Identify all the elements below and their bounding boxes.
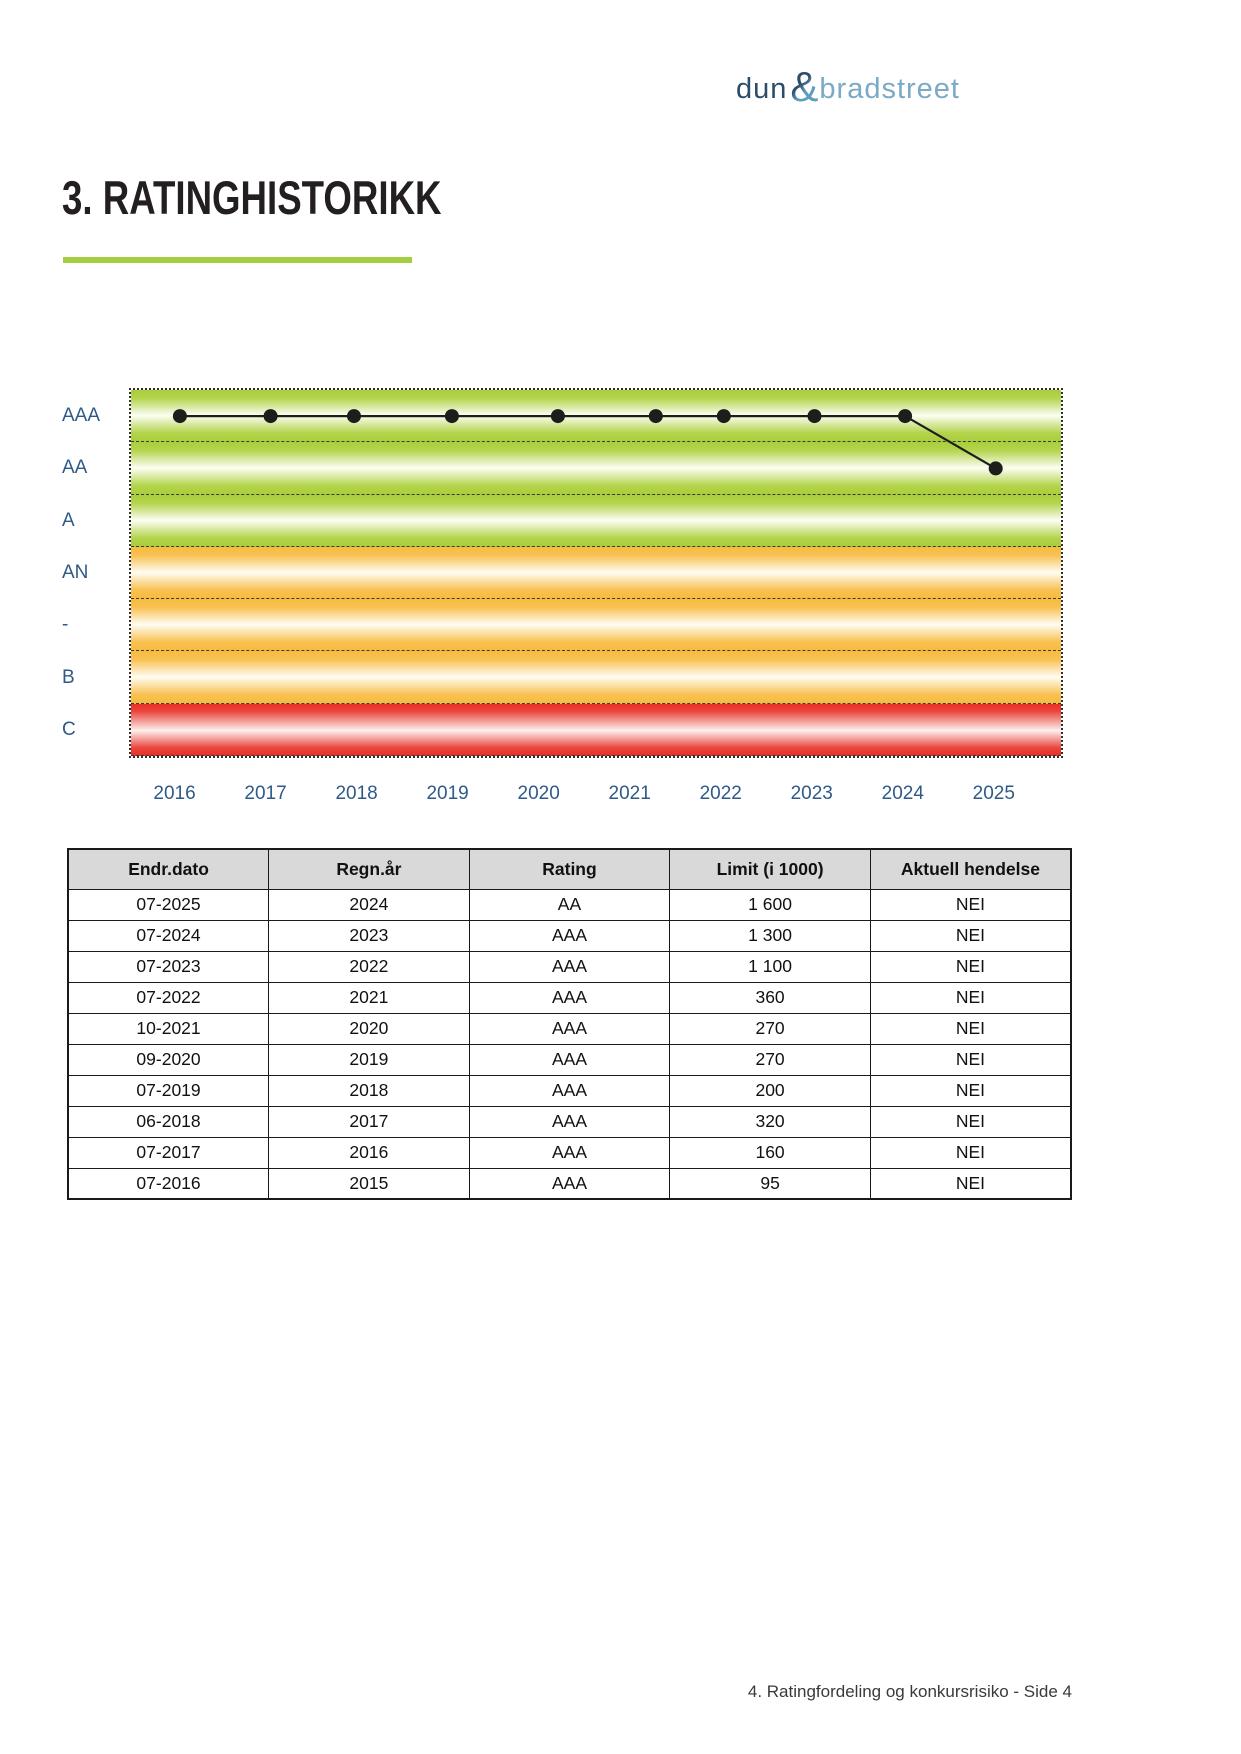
data-point-10-2021 — [649, 409, 663, 423]
table-cell: NEI — [870, 889, 1071, 920]
table-cell: 1 600 — [670, 889, 871, 920]
table-row — [68, 1106, 1071, 1137]
y-axis-label-aa: AA — [62, 457, 88, 479]
table-header-cell: Limit (i 1000) — [670, 849, 871, 889]
page-footer: 4. Ratingfordeling og konkursrisiko - Side 4 — [747, 1682, 1072, 1701]
table-cell: NEI — [870, 1044, 1071, 1075]
x-axis-label-2019: 2019 — [426, 783, 469, 804]
table-row — [68, 951, 1071, 982]
table-cell: AA — [469, 889, 670, 920]
logo-ampersand-icon: & — [790, 63, 819, 110]
data-point-09-2020 — [551, 409, 565, 423]
table-row — [68, 1075, 1071, 1106]
x-axis-label-2021: 2021 — [608, 783, 651, 804]
y-axis-label-c: C — [62, 718, 76, 740]
table-cell: NEI — [870, 982, 1071, 1013]
table-cell: 07-2022 — [68, 982, 269, 1013]
table-cell: AAA — [469, 1168, 670, 1199]
y-axis-label-aaa: AAA — [62, 405, 101, 427]
rating-history-table — [67, 848, 1072, 1200]
section-title: 3. RATINGHISTORIKK — [62, 171, 442, 224]
table-cell: 2017 — [269, 1106, 470, 1137]
logo-text-dun: dun — [736, 72, 788, 105]
table-header-row — [68, 849, 1071, 889]
table-cell: 07-2019 — [68, 1075, 269, 1106]
table-cell: 07-2023 — [68, 951, 269, 982]
table-cell: 10-2021 — [68, 1013, 269, 1044]
data-point-07-2025 — [989, 461, 1003, 475]
table-row — [68, 1137, 1071, 1168]
table-cell: 07-2025 — [68, 889, 269, 920]
table-cell: AAA — [469, 1044, 670, 1075]
y-axis-label-dash: - — [62, 614, 69, 636]
table-row — [68, 1013, 1071, 1044]
y-axis-label-a: A — [62, 509, 75, 531]
data-point-07-2024 — [898, 409, 912, 423]
table-header-cell: Rating — [469, 849, 670, 889]
table-cell: 1 300 — [670, 920, 871, 951]
logo-text-bradstreet: bradstreet — [819, 72, 960, 105]
table-cell: 200 — [670, 1075, 871, 1106]
table-cell: 2022 — [269, 951, 470, 982]
table-cell: NEI — [870, 1168, 1071, 1199]
table-cell: AAA — [469, 920, 670, 951]
table-cell: 07-2017 — [68, 1137, 269, 1168]
table-cell: NEI — [870, 1075, 1071, 1106]
table-cell: 2019 — [269, 1044, 470, 1075]
table-body — [68, 889, 1071, 1199]
x-axis-label-2022: 2022 — [699, 783, 742, 804]
y-axis-label-b: B — [62, 666, 75, 688]
table-row — [68, 1168, 1071, 1199]
table-cell: 2020 — [269, 1013, 470, 1044]
table-header-cell: Regn.år — [269, 849, 470, 889]
table-cell: 2015 — [269, 1168, 470, 1199]
table-row — [68, 982, 1071, 1013]
rating-line-series — [131, 390, 1061, 756]
table-row — [68, 920, 1071, 951]
table-cell: 270 — [670, 1044, 871, 1075]
x-axis-label-2024: 2024 — [881, 783, 924, 804]
x-axis-label-2020: 2020 — [517, 783, 560, 804]
rating-history-chart-plot-area — [129, 388, 1063, 758]
table-header — [68, 849, 1071, 889]
table-cell: AAA — [469, 982, 670, 1013]
table-cell: 07-2024 — [68, 920, 269, 951]
table-cell: 270 — [670, 1013, 871, 1044]
table-cell: 06-2018 — [68, 1106, 269, 1137]
table-cell: 95 — [670, 1168, 871, 1199]
table-cell: 2023 — [269, 920, 470, 951]
y-axis-label-an: AN — [62, 562, 89, 583]
table-cell: NEI — [870, 1137, 1071, 1168]
x-axis-label-2016: 2016 — [153, 783, 196, 804]
table-cell: AAA — [469, 1075, 670, 1106]
x-axis-label-2023: 2023 — [790, 783, 833, 804]
data-point-06-2018 — [347, 409, 361, 423]
dun-bradstreet-logo — [720, 63, 960, 112]
data-point-07-2017 — [264, 409, 278, 423]
table-header-cell: Endr.dato — [68, 849, 269, 889]
x-axis-label-2025: 2025 — [972, 783, 1015, 804]
data-point-07-2023 — [808, 409, 822, 423]
table-cell: 09-2020 — [68, 1044, 269, 1075]
table-cell: AAA — [469, 1106, 670, 1137]
table-cell: 07-2016 — [68, 1168, 269, 1199]
x-axis-label-2017: 2017 — [244, 783, 287, 804]
table-cell: NEI — [870, 1013, 1071, 1044]
table-cell: 2024 — [269, 889, 470, 920]
data-point-07-2022 — [717, 409, 731, 423]
x-axis-label-2018: 2018 — [335, 783, 378, 804]
table-cell: 160 — [670, 1137, 871, 1168]
table-cell: NEI — [870, 951, 1071, 982]
table-row — [68, 1044, 1071, 1075]
chart-x-axis-labels — [129, 783, 1063, 807]
table-cell: AAA — [469, 1013, 670, 1044]
table-cell: AAA — [469, 1137, 670, 1168]
table-cell: 360 — [670, 982, 871, 1013]
data-point-07-2019 — [445, 409, 459, 423]
table-cell: 2016 — [269, 1137, 470, 1168]
table-cell: 2018 — [269, 1075, 470, 1106]
table-cell: NEI — [870, 920, 1071, 951]
table-cell: AAA — [469, 951, 670, 982]
table-cell: 320 — [670, 1106, 871, 1137]
table-header-cell: Aktuell hendelse — [870, 849, 1071, 889]
table-cell: 1 100 — [670, 951, 871, 982]
table-cell: NEI — [870, 1106, 1071, 1137]
table-cell: 2021 — [269, 982, 470, 1013]
title-underline — [63, 257, 412, 263]
table-row — [68, 889, 1071, 920]
data-point-07-2016 — [173, 409, 187, 423]
rating-line — [180, 416, 996, 468]
